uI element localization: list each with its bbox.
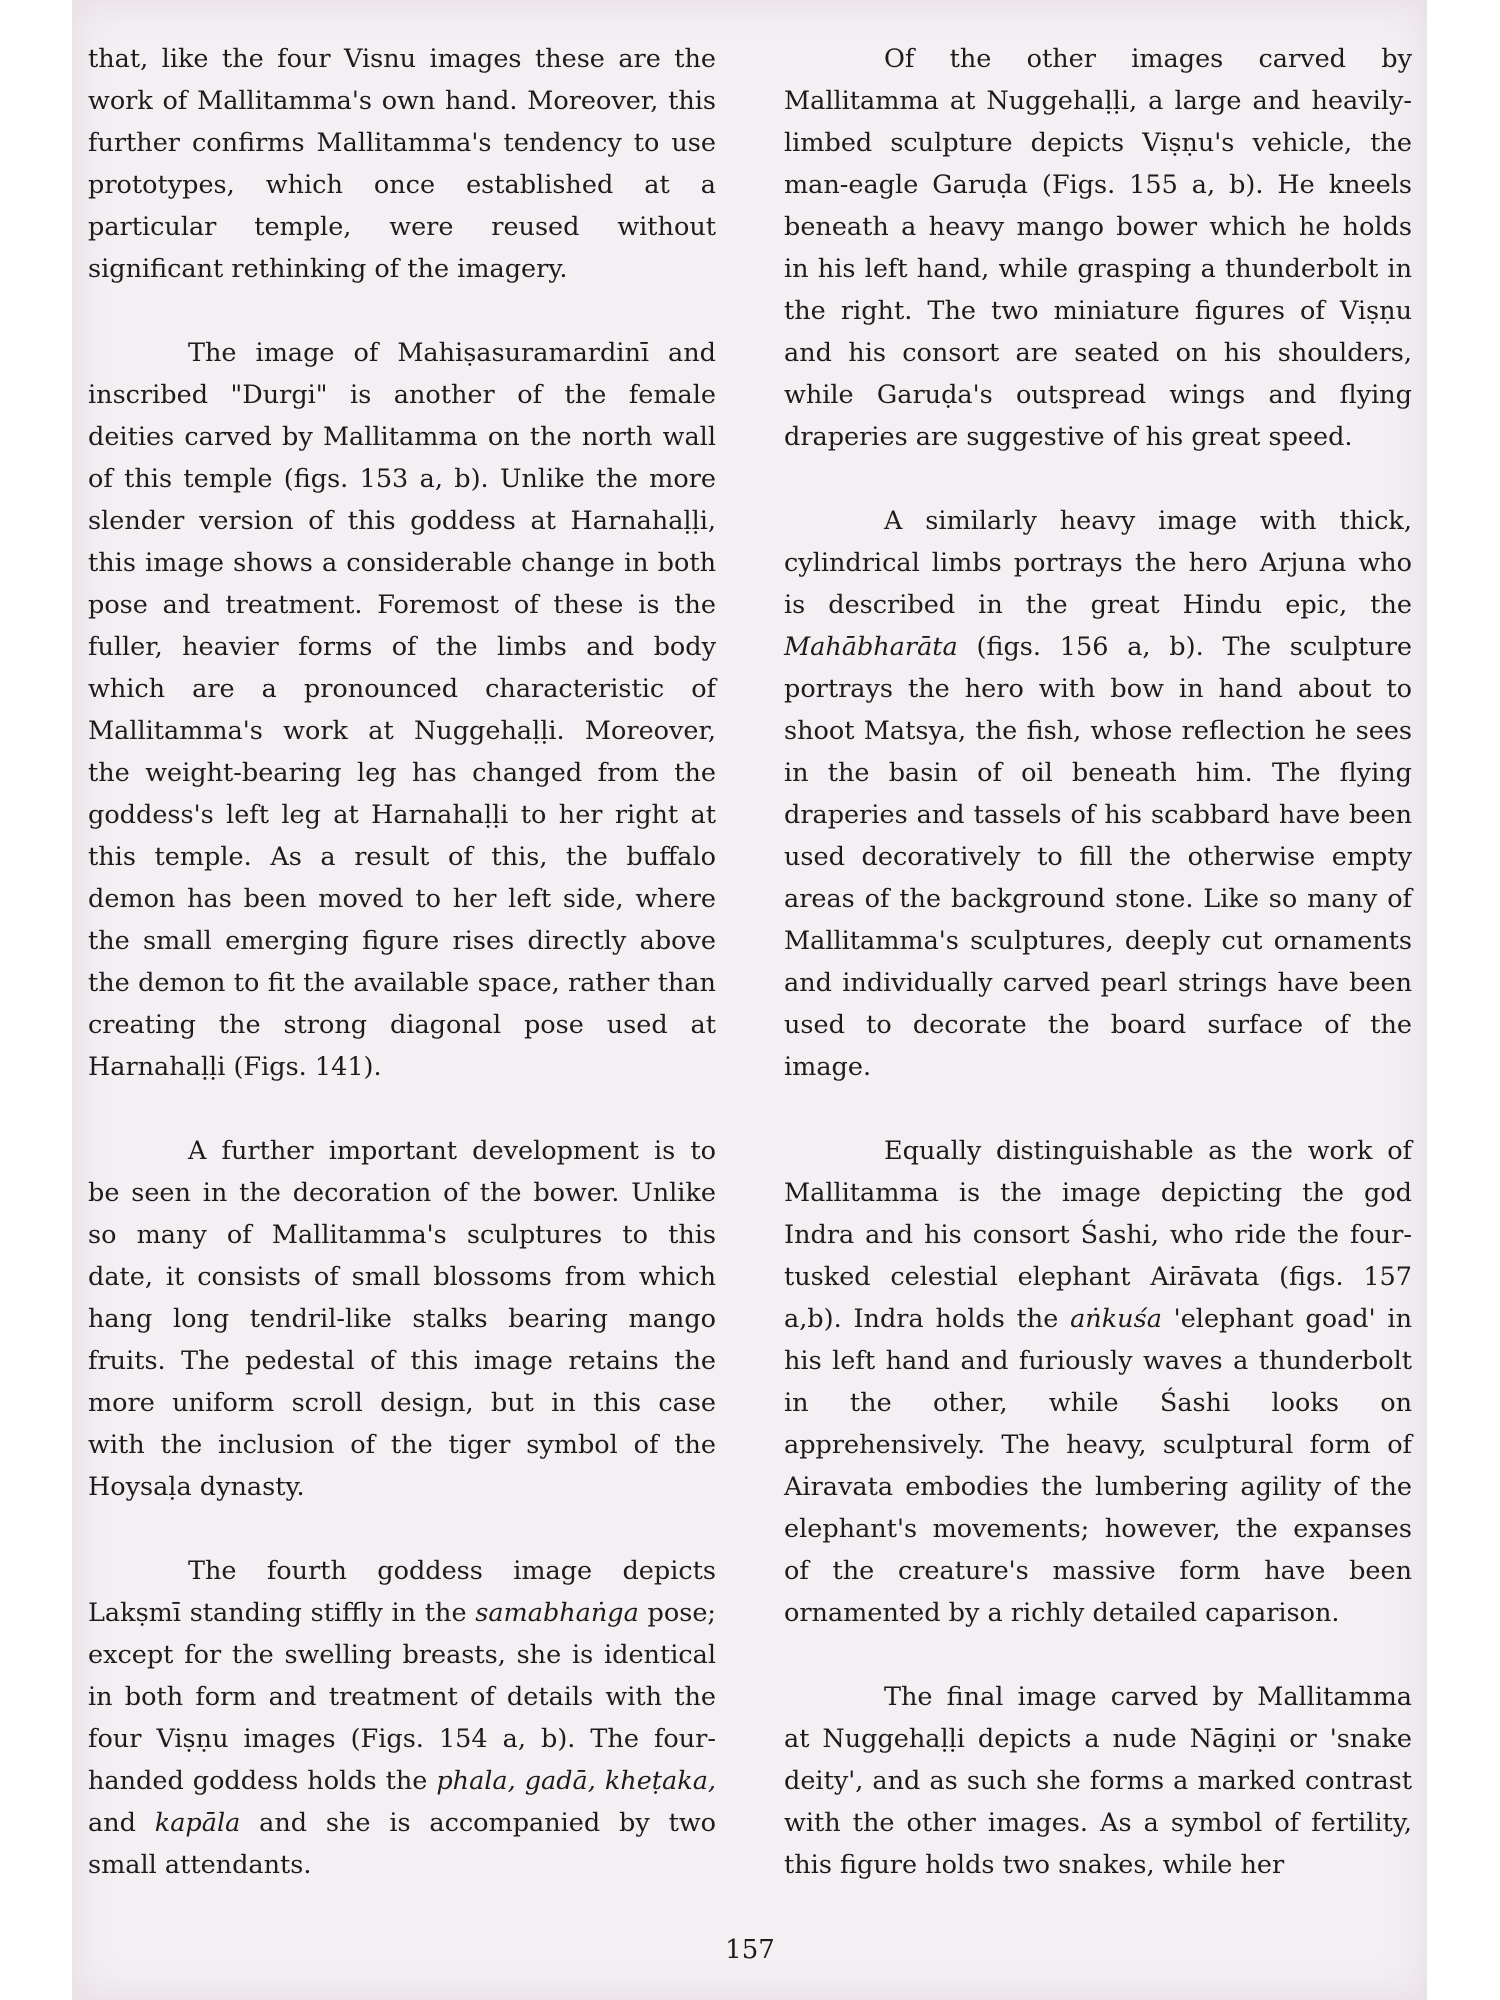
right-column bbox=[784, 38, 1412, 1928]
term-ankusa: aṅkuśa bbox=[1070, 1304, 1162, 1334]
paragraph-left-4-text-d: and she is accompanied by two small attendants. bbox=[88, 1808, 716, 1880]
paragraph-right-2-text-a: A similarly heavy image with thick, cylindrical limbs portrays the hero Arjuna who is described in the great Hindu epic, the bbox=[784, 506, 1412, 620]
paragraph-right-1: Of the other images carved by Mallitamma at Nuggehaḷḷi, a large and heavily-limbed sculpture depicts Viṣṇu's vehicle, the man-eagle Garuḍa (Figs. 155 a, b). He kneels beneath a heavy mango bower which he holds in his left hand, while grasping a thunderbolt in the right. The two miniature figures of Viṣṇu and his consort are seated on his shoulders, while Garuḍa's outspread wings and flying draperies are suggestive of his great speed. bbox=[784, 44, 1412, 452]
paragraph-right-2-text-b: (figs. 156 a, b). The sculpture portrays the hero with bow in hand about to shoot Matsya, the fish, whose reflection he sees in the basin of oil beneath him. The flying draperies and tassels of his scabbard have been used decoratively to fill the otherwise empty areas of the background stone. Like so many of Mallitamma's sculptures, deeply cut ornaments and individually carved pearl strings have been used to decorate the board surface of the image. bbox=[784, 632, 1412, 1082]
paragraph-left-2: The image of Mahiṣasuramardinī and inscribed "Durgi" is another of the female deities carved by Mallitamma on the north wall of this temple (figs. 153 a, b). Unlike the more slender version of this goddess at Harnahaḷḷi, this image shows a considerable change in both pose and treatment. Foremost of these is the fuller, heavier forms of the limbs and body which are a pronounced characteristic of Mallitamma's work at Nuggehaḷḷi. Moreover, the weight-bearing leg has changed from the goddess's left leg at Harnahaḷḷi to her right at this temple. As a result of this, the buffalo demon has been moved to her left side, where the small emerging figure rises directly above the demon to fit the available space, rather than creating the strong diagonal pose used at Harnahaḷḷi (Figs. 141). bbox=[88, 338, 716, 1082]
paragraph-right-3 bbox=[784, 1130, 1412, 1634]
term-samabhanga: samabhaṅga bbox=[475, 1598, 639, 1628]
paragraph-left-3: A further important development is to be seen in the decoration of the bower. Unlike so many of Mallitamma's sculptures to this date, it consists of small blossoms from which hang long tendril-like stalks bearing mango fruits. The pedestal of this image retains the more uniform scroll design, but in this case with the inclusion of the tiger symbol of the Hoysaḷa dynasty. bbox=[88, 1136, 716, 1502]
left-column bbox=[88, 38, 716, 1928]
term-kapala: kapāla bbox=[154, 1808, 241, 1838]
paragraph-left-4-text-a: The fourth goddess image depicts Lakṣmī standing stiffly in the bbox=[88, 1556, 716, 1628]
paragraph-left-4 bbox=[88, 1550, 716, 1886]
paragraph-left-4-text-c: and bbox=[88, 1808, 155, 1838]
paragraph-right-2 bbox=[784, 500, 1412, 1088]
page-number: 157 bbox=[725, 1935, 775, 1965]
paragraph-left-4-text-b: pose; except for the swelling breasts, she is identical in both form and treatment of details with the four Viṣṇu images (Figs. 154 a, b). The four-handed goddess holds the bbox=[88, 1598, 716, 1796]
paragraph-right-3-text-b: 'elephant goad' in his left hand and furiously waves a thunderbolt in the other, while Śashi looks on apprehensively. The heavy, sculptural form of Airavata embodies the lumbering agility of the elephant's movements; however, the expanses of the creature's massive form have been ornamented by a richly detailed caparison. bbox=[784, 1304, 1412, 1628]
term-phala-gada-khetaka: phala, gadā, kheṭaka, bbox=[436, 1766, 716, 1796]
paragraph-right-4: The final image carved by Mallitamma at Nuggehaḷḷi depicts a nude Nāgiṇi or 'snake deity', and as such she forms a marked contrast with the other images. As a symbol of fertility, this figure holds two snakes, while her bbox=[784, 1682, 1412, 1880]
paragraph-left-1: that, like the four Visnu images these are the work of Mallitamma's own hand. Moreover, this further confirms Mallitamma's tendency to use prototypes, which once established at a particular temple, were reused without significant rethinking of the imagery. bbox=[88, 44, 716, 284]
paragraph-right-3-text-a: Equally distinguishable as the work of Mallitamma is the image depicting the god Indra and his consort Śashi, who ride the four-tusked celestial elephant Airāvata (figs. 157 a,b). Indra holds the bbox=[784, 1136, 1412, 1334]
term-mahabharata: Mahābharāta bbox=[784, 632, 958, 662]
